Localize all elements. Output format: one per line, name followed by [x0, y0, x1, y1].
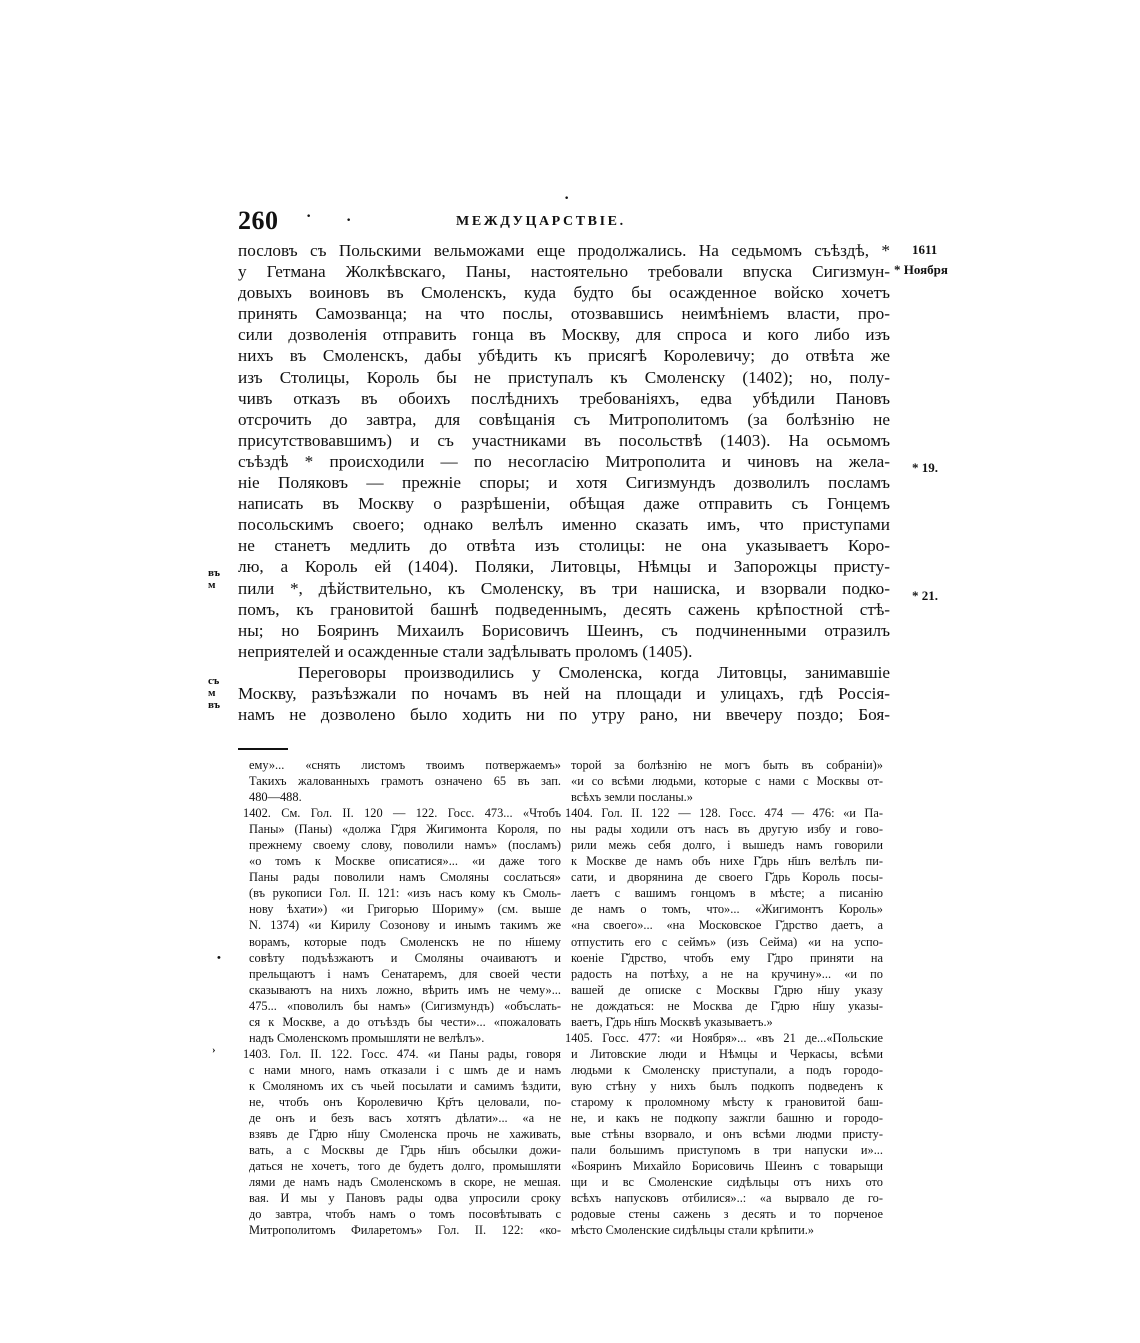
footnote-line: до завтра, чтобъ намъ о томъ посовѣтывать с — [249, 1207, 561, 1222]
main-text-line: у Гетмана Жолкѣвскаго, Паны, настоятельно требовали впуска Сигизмун- — [238, 262, 890, 282]
footnote-line: лями де намъ надъ Смоленскомъ в скоре, не мешая. — [249, 1175, 561, 1190]
footnote-line: всѣхъ напусковъ отбилися»..: «а вырвало де го- — [571, 1191, 883, 1206]
main-text-line: нихъ въ Смоленскъ, дабы убѣдить къ присягѣ Королевичу; до отвѣта же — [238, 346, 890, 366]
footnote-line: (въ рукописи Гол. II. 121: «изъ насъ кому къ Смоль- — [249, 886, 561, 901]
page-number: 260 — [238, 206, 279, 235]
footnote-line: отпустить его с сеймъ» (изъ Сейма) «и на успо- — [571, 934, 883, 949]
margin-bullet: › — [212, 1044, 216, 1056]
footnote-line: не, чтобъ онъ Королевичю Кр҃тъ целовали, по- — [249, 1094, 561, 1109]
footnote-line: к Москве де намъ объ нихе Г҃дрь н҃шъ велѣлъ пи- — [571, 854, 883, 869]
decorative-dot: · — [346, 212, 352, 229]
footnotes-right-column — [565, 757, 883, 1238]
margin-fragment: м — [208, 688, 216, 699]
footnote-line: не, и какъ не подкопу зажгли башню и городо- — [571, 1111, 883, 1126]
footnote-line: «и со всѣми людьми, которые с нами с Москвы от- — [571, 774, 883, 789]
footnote-line: ворамъ, которые подъ Смоленскъ не по н҃шему — [249, 934, 561, 949]
footnote-line: даться не хочетъ, того де будетъ долго, промышляти — [249, 1159, 561, 1174]
footnote-line: мѣсто Смоленские сидѣльцы стали крѣпити.» — [571, 1223, 814, 1238]
main-text-line: принять Самозванца; на что послы, отозвавшись неимѣнiемъ власти, про- — [238, 304, 890, 324]
main-text-line: не станетъ медлить до отвѣта изъ столицы: не она указываетъ Коро- — [238, 536, 890, 556]
footnote-line: людьми к Смоленску приступали, а подъ городо- — [571, 1062, 883, 1077]
margin-date: * 21. — [912, 588, 938, 603]
main-text-line: неприятелей и осажденные стали задѣлывать проломъ (1405). — [238, 641, 693, 661]
footnote-line: ваетъ, Г҃дрь н҃шъ Москвѣ указываетъ.» — [571, 1014, 773, 1029]
footnote-line: сати, и дворянина де своего Г҃дрь Король посы- — [571, 870, 883, 885]
footnote-line: прельщаютъ i намъ Сенатаремъ, для своей чести — [249, 966, 561, 981]
main-text-line: написать въ Москву о разрѣшенiи, обѣщая даже отправить съ Гонцемъ — [238, 494, 890, 514]
main-text-line: чивъ отказъ въ обоихъ послѣднихъ требованiяхъ, едва убѣдили Пановъ — [238, 388, 890, 408]
decorative-dot: · — [306, 208, 312, 225]
footnote-line: вашей де описке с Москвы Г҃дрю н҃шу указу — [571, 982, 883, 997]
running-head: МЕЖДУЦАРСТВIЕ. — [456, 214, 626, 229]
decorative-dot: · — [564, 190, 570, 207]
footnote-line: Митрополитомъ Филаретомъ» Гол. II. 122: «ко- — [249, 1223, 561, 1238]
footnote-line: 1402. См. Гол. II. 120 — 122. Госс. 473... «Чтобъ — [243, 806, 561, 821]
margin-fragment: въ — [208, 568, 221, 579]
footnote-line: 475... «поволилъ бы намъ» (Сигизмундъ) «объслать- — [249, 998, 561, 1013]
margin-year: 1611 — [912, 242, 938, 257]
footnote-line: всѣхъ земли посланы.» — [571, 790, 693, 805]
footnote-line: радость на потѣху, а не на кручину»... «и по — [571, 966, 883, 981]
footnote-line: 1403. Гол. II. 122. Госс. 474. «и Паны рады, говоря — [243, 1046, 561, 1061]
main-text-line: довыхъ воиновъ въ Смоленскъ, куда будто бы осажденное войско хочетъ — [238, 283, 890, 303]
main-text-line: намъ не дозволено было ходить ни по утру рано, ни ввечеру поздо; Боя- — [238, 705, 890, 725]
footnote-line: 480—488. — [249, 790, 302, 805]
footnote-line: ему»... «снять листомъ твоимъ потвержаемъ» — [249, 758, 561, 772]
footnote-line: Паны» (Паны) «должа Г҃дря Жигимонта Короля, по — [249, 822, 561, 837]
main-text-line: помъ, къ грановитой башнѣ подведеннымъ, десять сажень крѣпостной стѣ- — [238, 599, 890, 619]
main-text-line: ны; но Бояринъ Михаилъ Борисовичъ Шеинъ, съ подчиненными отразилъ — [238, 620, 890, 640]
footnote-line: вую стѣну у нихъ былъ подкопъ подведенъ к — [571, 1078, 883, 1093]
footnote-line: Такихъ жалованныхъ грамотъ означено 65 въ зап. — [249, 774, 561, 789]
main-text-line: сили дозволенiя отправить гонца въ Москву, для спроса и кого либо изъ — [238, 325, 890, 345]
footnote-line: надъ Смоленскомъ промышляти не велѣлъ». — [249, 1030, 485, 1045]
footnote-line: старому к проломному мѣсту к грановитой баш- — [571, 1094, 883, 1109]
footnote-line: сказываютъ на нихъ ложно, вѣрить имъ не чему»... — [249, 982, 561, 997]
footnote-line: нову ѣхати») «и Григорью Шориму» (см. выше — [249, 902, 561, 917]
main-text-line: Переговоры производились у Смоленска, когда Литовцы, занимавшiе — [298, 662, 890, 682]
main-text-line: пили *, дѣйствительно, къ Смоленску, въ три нашиска, и взорвали подко- — [238, 578, 890, 598]
main-text-line: Москву, разъѣзжали по ночамъ въ ней на площади и улицахъ, гдѣ Россiя- — [238, 683, 890, 703]
footnote-line: рили межь себя долго, i вышедъ намъ говорили — [571, 838, 883, 853]
footnote-line: де онъ и безъ васъ хотятъ дѣлати»... «а не — [249, 1111, 561, 1126]
footnote-rule — [238, 748, 288, 750]
footnote-line: взявъ де Г҃дрю н҃шу Смоленска прочь не хаживать, — [249, 1127, 561, 1142]
footnote-line: лаетъ с вашимъ гонцомъ в мѣсте; а писанiю — [571, 886, 883, 901]
margin-month: * Ноября — [894, 262, 948, 277]
footnote-line: «о томъ к Москве описатися»... «и даже того — [249, 854, 561, 869]
footnote-line: «на своего»... «на Московское Г҃дрство даетъ, а — [571, 918, 883, 933]
footnote-line: ны рады ходили отъ насъ въ другую избу и гово- — [571, 822, 883, 837]
main-text-line: съѣздѣ * происходили — по несогласiю Митрополита и чиновъ на жела- — [238, 451, 890, 471]
footnote-line: и Литовские люди и Нѣмцы и Черкасы, всѣми — [571, 1046, 883, 1061]
footnote-line: вые стѣны взорвало, и онъ всѣми людми присту- — [571, 1127, 883, 1142]
footnote-line: «Бояринъ Михайло Борисовичь Шеинъ с товарыщи — [571, 1159, 883, 1174]
main-text-line: присутствовавшимъ) и съ участниками въ посольствѣ (1403). На осьмомъ — [238, 430, 890, 450]
footnote-line: ся к Москве, а до отъѣздъ бы чести»... «пожаловать — [249, 1014, 561, 1029]
main-text — [238, 240, 890, 725]
footnote-line: N. 1374) «и Кирилу Созонову и инымъ такимъ же — [249, 918, 561, 933]
footnote-line: пали большимъ приступомъ в три напуски и»... — [571, 1143, 883, 1158]
footnote-line: к Смоляномъ их съ чьей посылати и самимъ ѣздити, — [249, 1078, 561, 1093]
margin-bullet: • — [217, 952, 221, 964]
margin-fragment: въ — [208, 700, 221, 711]
main-text-line: посольскимъ своего; однако велѣлъ именно сказать имъ, что приступами — [238, 515, 890, 535]
footnote-line: 1404. Гол. II. 122 — 128. Госс. 474 — 476: «и Па- — [565, 806, 883, 821]
footnote-line: вать, а с Москвы де Г҃дрь н҃шъ обсылки дожи- — [249, 1143, 561, 1158]
margin-fragment: съ — [208, 676, 220, 687]
margin-fragment: м — [208, 580, 216, 591]
page-header — [238, 190, 888, 240]
footnote-line: совѣту подъѣзжаютъ и Смоляны очаиваютъ и — [249, 950, 561, 965]
footnotes-left-column — [243, 757, 561, 1238]
footnote-line: вая. И мы у Пановъ рады одва упросили сроку — [249, 1191, 561, 1206]
footnote-line: прежнему своему слову, поволили намъ» (посламъ) — [249, 838, 561, 853]
main-text-line: отсрочить до завтра, для совѣщанiя съ Митрополитомъ (за болѣзнiю не — [238, 409, 890, 429]
footnote-line: де намъ о томъ, что»... «Жигимонтъ Король» — [571, 902, 883, 917]
main-text-line: изъ Столицы, Король бы не приступалъ къ Смоленску (1402); но, полу- — [238, 367, 890, 387]
footnote-line: Паны рады поволили намъ Смоляны сослаться» — [249, 870, 561, 885]
footnote-line: родовые стены сажень з десять и то порченое — [571, 1207, 883, 1222]
main-text-line: пословъ съ Польскими вельможами еще продолжались. На седьмомъ съѣздѣ, * — [238, 241, 890, 260]
main-text-line: лю, а Король ей (1404). Поляки, Литовцы, Нѣмцы и Запорожцы присту- — [238, 557, 890, 577]
footnote-line: щи и вс Смоленские сидѣльцы отъ нихъ ото — [571, 1175, 883, 1190]
footnote-line: с нами много, намъ отказали i с шмъ де и намъ — [249, 1062, 561, 1077]
main-text-line: нiе Поляковъ — прежнiе споры; и хотя Сигизмундъ дозволилъ посламъ — [238, 473, 890, 493]
footnote-line: 1405. Госс. 477: «и Ноября»... «въ 21 де...«Польские — [565, 1030, 883, 1045]
margin-date: * 19. — [912, 460, 938, 475]
footnote-line: коенiе Г҃дрство, чтобъ ему Г҃дро приняти на — [571, 950, 883, 965]
footnote-line: торой за болѣзнiю не могъ быть въ собранiи)» — [571, 758, 883, 772]
footnote-line: не дождаться: не Москва де Г҃дрю н҃шу указы- — [571, 998, 883, 1013]
